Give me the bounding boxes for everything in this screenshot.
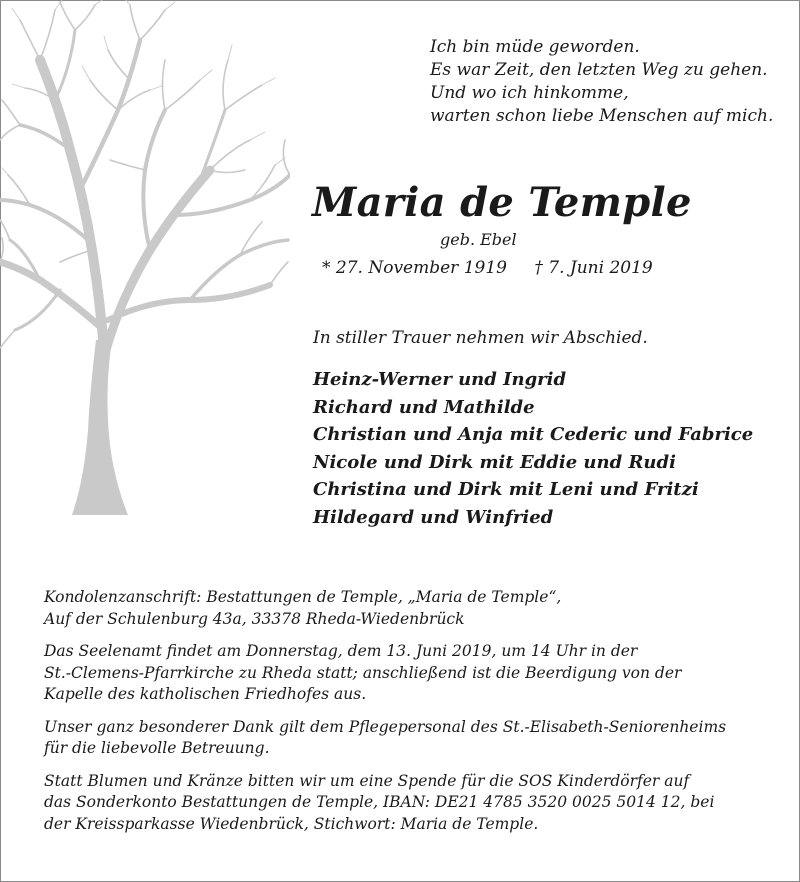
death-date: † 7. Juni 2019 — [534, 258, 653, 278]
mourner-entry: Nicole und Dirk mit Eddie und Rudi — [313, 451, 676, 473]
mourner-entry: Christian und Anja mit Cederic und Fabrice — [313, 424, 754, 445]
mourners-list — [313, 366, 753, 531]
mourner-entry: Christina und Dirk mit Leni und Fritzi — [313, 479, 699, 500]
footer-line: Das Seelenamt findet am Donnerstag, dem 13. Juni 2019, um 14 Uhr in der — [44, 642, 638, 660]
footer-line: für die liebevolle Betreuung. — [44, 739, 270, 757]
mourner-entry: Richard und Mathilde — [313, 396, 535, 418]
footer-line: Kapelle des katholischen Friedhofes aus. — [44, 685, 367, 703]
life-dates — [322, 258, 653, 278]
poem — [430, 36, 790, 128]
poem-line: Und wo ich hinkomme, — [430, 83, 629, 103]
footer-line: der Kreissparkasse Wiedenbrück, Stichwort: Maria de Temple. — [44, 814, 539, 833]
poem-line: Es war Zeit, den letzten Weg zu gehen. — [430, 60, 768, 80]
maiden-name: geb. Ebel — [440, 230, 517, 249]
poem-line: Ich bin müde geworden. — [430, 37, 640, 57]
mourner-entry: Hildegard und Winfried — [313, 506, 554, 528]
footer-line: Unser ganz besonderer Dank gilt dem Pflegepersonal des St.-Elisabeth-Seniorenheims — [44, 717, 727, 736]
deceased-name: Maria de Temple — [312, 179, 692, 226]
farewell-text: In stiller Trauer nehmen wir Abschied. — [313, 328, 648, 348]
bare-tree-icon — [0, 0, 290, 530]
birth-date: * 27. November 1919 — [322, 258, 507, 278]
footer-line: Auf der Schulenburg 43a, 33378 Rheda-Wiedenbrück — [44, 609, 465, 628]
footer-line: Statt Blumen und Kränze bitten wir um eine Spende für die SOS Kinderdörfer auf — [44, 771, 690, 790]
notice-footer — [44, 576, 784, 846]
poem-line: warten schon liebe Menschen auf mich. — [430, 106, 774, 126]
footer-line: Kondolenzanschrift: Bestattungen de Temple, „Maria de Temple“, — [44, 588, 562, 606]
footer-line: St.-Clemens-Pfarrkirche zu Rheda statt; anschließend ist die Beerdigung von der — [44, 663, 682, 682]
footer-line: das Sonderkonto Bestattungen de Temple, IBAN: DE21 4785 3520 0025 5014 12, bei — [44, 793, 715, 811]
mourner-entry: Heinz-Werner und Ingrid — [313, 369, 567, 390]
